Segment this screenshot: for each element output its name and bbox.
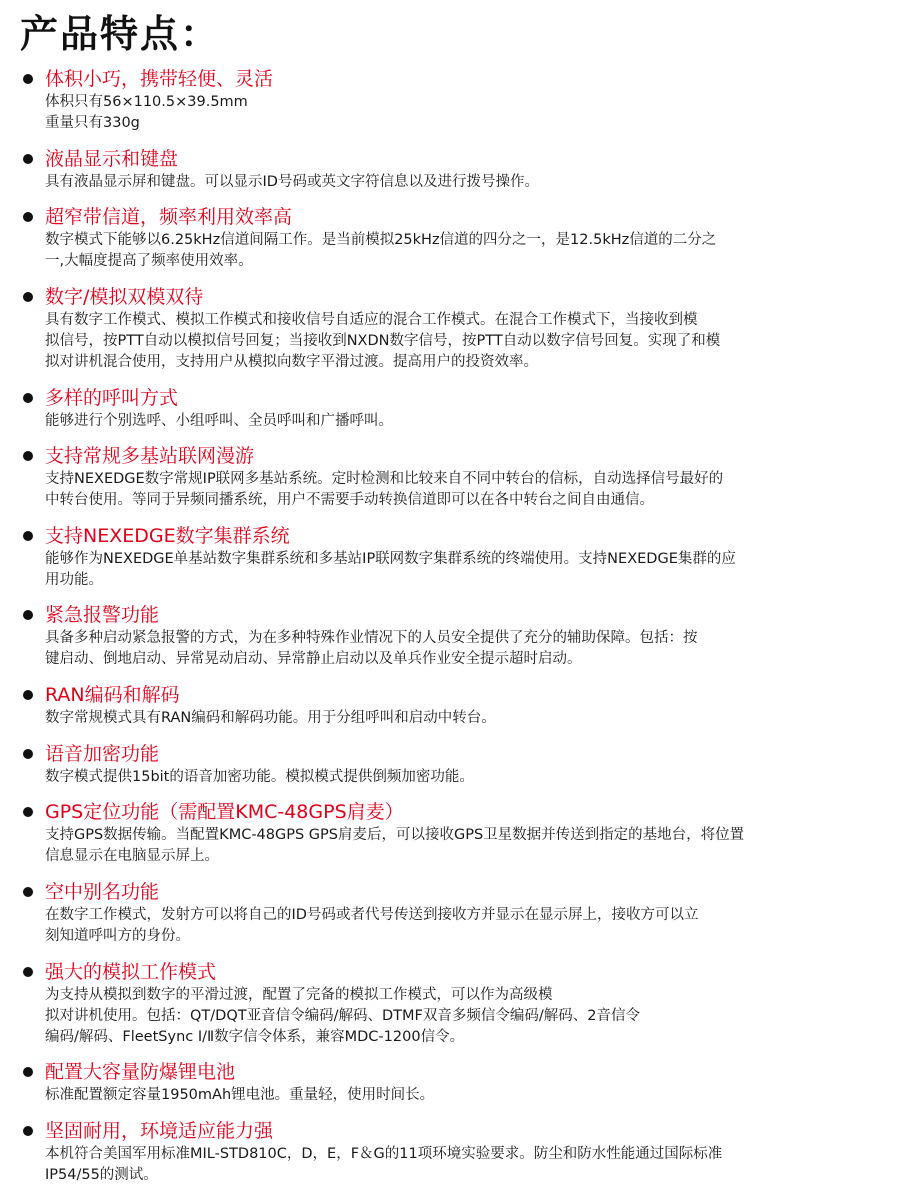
feature-title: 液晶显示和键盘 bbox=[45, 147, 179, 170]
feature-item bbox=[0, 602, 904, 670]
bullet-icon bbox=[23, 393, 33, 403]
feature-title: 空中别名功能 bbox=[45, 881, 160, 904]
bullet-icon bbox=[23, 74, 33, 84]
feature-description-line: 在数字工作模式，发射方可以将自己的ID号码或者代号传送到接收方并显示在显示屏上，接收方可以立 bbox=[45, 907, 699, 924]
feature-description-line: 支持GPS数据传输。当配置KMC-48GPS GPS肩麦后，可以接收GPS卫星数据并传送到指定的基地台，将位置 bbox=[45, 827, 745, 844]
feature-item bbox=[0, 284, 904, 373]
bullet-icon bbox=[23, 154, 33, 164]
bullet-icon bbox=[23, 887, 33, 897]
feature-description-line: 具有数字工作模式、模拟工作模式和接收信号自适应的混合工作模式。在混合工作模式下，当接收到模 bbox=[45, 311, 698, 328]
feature-description-line: 标准配置额定容量1950mAh锂电池。重量轻，使用时间长。 bbox=[45, 1087, 435, 1104]
feature-description-line: 拟对讲机混合使用，支持用户从模拟向数字平滑过渡。提高用户的投资效率。 bbox=[45, 353, 538, 370]
feature-item bbox=[0, 959, 904, 1048]
feature-list bbox=[0, 66, 904, 1186]
bullet-icon bbox=[23, 1067, 33, 1077]
feature-description-line: 能够进行个别选呼、小组呼叫、全员呼叫和广播呼叫。 bbox=[45, 412, 393, 429]
feature-item bbox=[0, 1118, 904, 1186]
feature-description-line: 具备多种启动紧急报警的方式，为在多种特殊作业情况下的人员安全提供了充分的辅助保障。包括：按 bbox=[45, 630, 698, 647]
feature-title: 多样的呼叫方式 bbox=[45, 386, 179, 409]
feature-item bbox=[0, 799, 904, 867]
feature-description-line: 数字模式下能够以6.25kHz信道间隔工作。是当前模拟25kHz信道的四分之一，是12.5kHz信道的二分之 bbox=[45, 232, 717, 249]
bullet-icon bbox=[23, 451, 33, 461]
feature-description-line: IP54/55的测试。 bbox=[45, 1166, 158, 1183]
feature-item bbox=[0, 523, 904, 591]
feature-description-line: 编码/解码、FleetSync Ⅰ/Ⅱ数字信令体系，兼容MDC-1200信令。 bbox=[45, 1028, 465, 1045]
feature-description-line: 本机符合美国军用标准MIL-STD810C，D，E，F＆G的11项环境实验要求。防尘和防水性能通过国际标准 bbox=[45, 1145, 723, 1162]
feature-title: 超窄带信道，频率利用效率高 bbox=[45, 206, 293, 229]
feature-title: RAN编码和解码 bbox=[45, 684, 180, 707]
page-title: 产品特点： bbox=[20, 12, 221, 56]
feature-item bbox=[0, 385, 904, 432]
feature-description-line: 数字模式提供15bit的语音加密功能。模拟模式提供倒频加密功能。 bbox=[45, 768, 474, 785]
bullet-icon bbox=[23, 690, 33, 700]
feature-title: 强大的模拟工作模式 bbox=[45, 960, 217, 983]
feature-description-line: 用功能。 bbox=[45, 571, 103, 588]
feature-title: 配置大容量防爆锂电池 bbox=[45, 1061, 236, 1084]
bullet-icon bbox=[23, 292, 33, 302]
feature-description-line: 体积只有56×110.5×39.5mm bbox=[45, 94, 248, 110]
feature-item bbox=[0, 682, 904, 729]
feature-item bbox=[0, 443, 904, 511]
feature-description-line: 一,大幅度提高了频率使用效率。 bbox=[45, 253, 253, 270]
feature-description-line: 为支持从模拟到数字的平滑过渡，配置了完备的模拟工作模式，可以作为高级模 bbox=[45, 986, 553, 1003]
feature-title: 紧急报警功能 bbox=[45, 604, 160, 627]
bullet-icon bbox=[23, 212, 33, 222]
feature-description-line: 能够作为NEXEDGE单基站数字集群系统和多基站IP联网数字集群系统的终端使用。支持NEXEDGE集群的应 bbox=[45, 550, 736, 567]
bullet-icon bbox=[23, 1126, 33, 1136]
feature-description-line: 重量只有330g bbox=[45, 115, 140, 131]
feature-title: 体积小巧，携带轻便、灵活 bbox=[45, 68, 274, 90]
feature-description-line: 中转台使用。等同于异频同播系统，用户不需要手动转换信道即可以在各中转台之间自由通信。 bbox=[45, 492, 654, 509]
feature-description-line: 具有液晶显示屏和键盘。可以显示ID号码或英文字符信息以及进行拨号操作。 bbox=[45, 173, 539, 190]
feature-item bbox=[0, 741, 904, 788]
feature-item bbox=[0, 1059, 904, 1106]
feature-description-line: 刻知道呼叫方的身份。 bbox=[45, 928, 190, 945]
bullet-icon bbox=[23, 610, 33, 620]
feature-item bbox=[0, 146, 904, 193]
feature-description-line: 拟对讲机使用。包括：QT/DQT亚音信令编码/解码、DTMF双音多频信令编码/解码、2音信令 bbox=[45, 1007, 640, 1024]
bullet-icon bbox=[23, 967, 33, 977]
feature-title: GPS定位功能（需配置KMC-48GPS肩麦） bbox=[45, 801, 404, 824]
feature-description-line: 数字常规模式具有RAN编码和解码功能。用于分组呼叫和启动中转台。 bbox=[45, 710, 496, 727]
bullet-icon bbox=[23, 531, 33, 541]
feature-description-line: 信息显示在电脑显示屏上。 bbox=[45, 848, 219, 865]
feature-item bbox=[0, 879, 904, 947]
feature-description-line: 支持NEXEDGE数字常规IP联网多基站系统。定时检测和比较来自不同中转台的信标，自动选择信号最好的 bbox=[45, 471, 724, 488]
feature-title: 数字/模拟双模双待 bbox=[45, 285, 204, 308]
feature-item bbox=[0, 204, 904, 272]
feature-title: 语音加密功能 bbox=[45, 742, 160, 765]
feature-description-line: 拟信号，按PTT自动以模拟信号回复；当接收到NXDN数字信号，按PTT自动以数字信号回复。实现了和模 bbox=[45, 332, 721, 349]
bullet-icon bbox=[23, 749, 33, 759]
feature-title: 支持常规多基站联网漫游 bbox=[45, 445, 255, 468]
feature-description-line: 键启动、倒地启动、异常晃动启动、异常静止启动以及单兵作业安全提示超时启动。 bbox=[45, 651, 582, 668]
feature-title: 支持NEXEDGE数字集群系统 bbox=[45, 524, 290, 547]
feature-title: 坚固耐用，环境适应能力强 bbox=[45, 1119, 274, 1142]
feature-item bbox=[0, 66, 904, 134]
bullet-icon bbox=[23, 807, 33, 817]
